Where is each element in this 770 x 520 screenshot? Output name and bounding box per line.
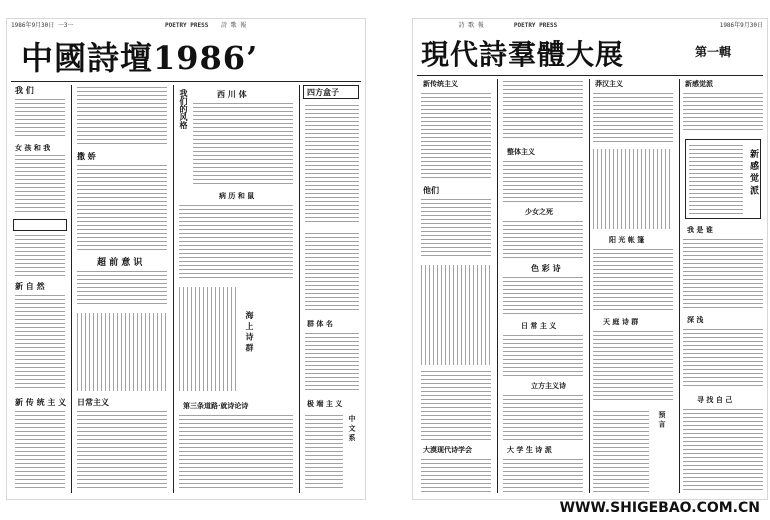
headline: 色 彩 诗 xyxy=(531,263,561,273)
article-text xyxy=(305,333,359,393)
headline: 少女之死 xyxy=(525,207,553,216)
article-text xyxy=(593,149,673,229)
headline: 第三条道路·就诗论诗 xyxy=(183,401,249,410)
site-watermark: WWW.SHIGEBAO.COM.CN xyxy=(559,500,760,516)
left-masthead-date: 1986年9月30日 一3一 xyxy=(11,22,74,29)
column-rule xyxy=(497,79,498,493)
right-masthead-date: 1986年9月30日 xyxy=(719,22,763,29)
article-text xyxy=(15,155,65,215)
headline: 大 学 生 诗 派 xyxy=(507,445,552,454)
article-text xyxy=(305,105,359,225)
article-text xyxy=(77,411,167,491)
headline: 新 传 统 主 义 xyxy=(15,397,67,407)
column-rule xyxy=(679,79,680,493)
headline: 他们 xyxy=(423,185,439,195)
article-text xyxy=(179,205,293,279)
article-text xyxy=(305,415,343,491)
headline: 我们的风格 xyxy=(179,89,189,129)
left-page-title: 中國詩壇1986’ xyxy=(21,39,259,77)
column-rule xyxy=(173,85,174,493)
left-masthead-brand: 詩 歌 報 xyxy=(221,22,247,29)
headline: 撒 娇 xyxy=(77,151,96,161)
headline: 群 体 名 xyxy=(307,319,333,328)
article-text xyxy=(503,335,583,377)
article-text xyxy=(683,239,763,309)
left-masthead xyxy=(11,21,361,31)
article-text xyxy=(421,199,491,259)
column-rule xyxy=(299,85,300,493)
headline: 寻 找 自 己 xyxy=(697,395,733,404)
headline: 极 端 主 义 xyxy=(307,399,343,408)
article-text xyxy=(77,313,167,391)
headline: 中 文 系 xyxy=(348,415,357,441)
headline: 病 历 和 鼠 xyxy=(219,191,255,200)
column-rule xyxy=(71,85,72,493)
article-text xyxy=(503,221,583,259)
article-text xyxy=(15,411,65,491)
article-text xyxy=(77,165,167,251)
headline: 我 是 谁 xyxy=(687,225,713,234)
article-text xyxy=(193,103,293,187)
headline: 西 川 体 xyxy=(217,89,247,99)
article-text xyxy=(421,93,491,181)
article-text xyxy=(421,265,491,365)
article-text xyxy=(593,249,673,313)
article-text xyxy=(305,233,359,313)
article-text xyxy=(421,459,491,493)
page-gutter xyxy=(366,0,412,520)
article-text xyxy=(15,99,65,139)
headline: 四方盒子 xyxy=(307,87,339,97)
right-page-title: 現代詩羣體大展 xyxy=(421,38,625,71)
headline: 新传统主义 xyxy=(423,79,458,88)
article-text xyxy=(683,93,763,133)
article-text xyxy=(503,81,583,141)
article-text xyxy=(593,411,649,493)
headline: 日常主义 xyxy=(77,397,109,407)
newspaper-page-left xyxy=(6,18,366,500)
headline: 日 常 主 义 xyxy=(521,321,557,330)
article-text xyxy=(593,93,673,143)
headline: 深 浅 xyxy=(687,315,704,324)
article-text xyxy=(179,287,239,391)
title-rule xyxy=(417,75,763,76)
article-text xyxy=(421,371,491,441)
article-text xyxy=(683,329,763,389)
article-text xyxy=(503,161,583,203)
edition-label: 第一輯 xyxy=(695,45,732,59)
right-masthead-press: POETRY PRESS xyxy=(513,22,558,29)
article-text xyxy=(689,145,743,215)
article-text xyxy=(179,415,293,491)
headline: 新 感 觉 派 xyxy=(748,149,758,195)
article-text xyxy=(503,459,583,493)
headline: 我 们 xyxy=(15,85,34,95)
article-text xyxy=(593,331,673,401)
article-text xyxy=(15,295,65,391)
headline: 海 上 诗 群 xyxy=(245,311,255,352)
headline: 莽汉主义 xyxy=(595,79,623,88)
right-masthead-brand: 詩 歌 報 xyxy=(458,22,484,29)
article-text xyxy=(77,87,167,147)
headline: 超 前 意 识 xyxy=(97,258,143,268)
column-rule xyxy=(589,79,590,493)
headline: 阳 光 帐 篷 xyxy=(609,235,645,244)
title-rule xyxy=(11,81,361,82)
headline: 女 孩 和 我 xyxy=(15,143,51,152)
right-masthead xyxy=(417,21,763,31)
headline: 天 庭 诗 群 xyxy=(603,317,639,326)
headline: 大漠现代诗学会 xyxy=(423,445,472,454)
headline: 整体主义 xyxy=(507,147,535,156)
newspaper-page-right xyxy=(412,18,768,500)
headline: 新 自 然 xyxy=(15,281,45,291)
article-text xyxy=(15,235,65,279)
headline: 立方主义诗 xyxy=(531,381,566,390)
article-text xyxy=(503,395,583,441)
headline: 预 言 xyxy=(658,411,667,428)
headline: 新感觉派 xyxy=(685,79,713,88)
article-text xyxy=(77,271,167,307)
article-text xyxy=(683,409,763,493)
left-masthead-press: POETRY PRESS xyxy=(165,22,209,29)
headline-box xyxy=(13,219,67,231)
article-text xyxy=(503,277,583,317)
